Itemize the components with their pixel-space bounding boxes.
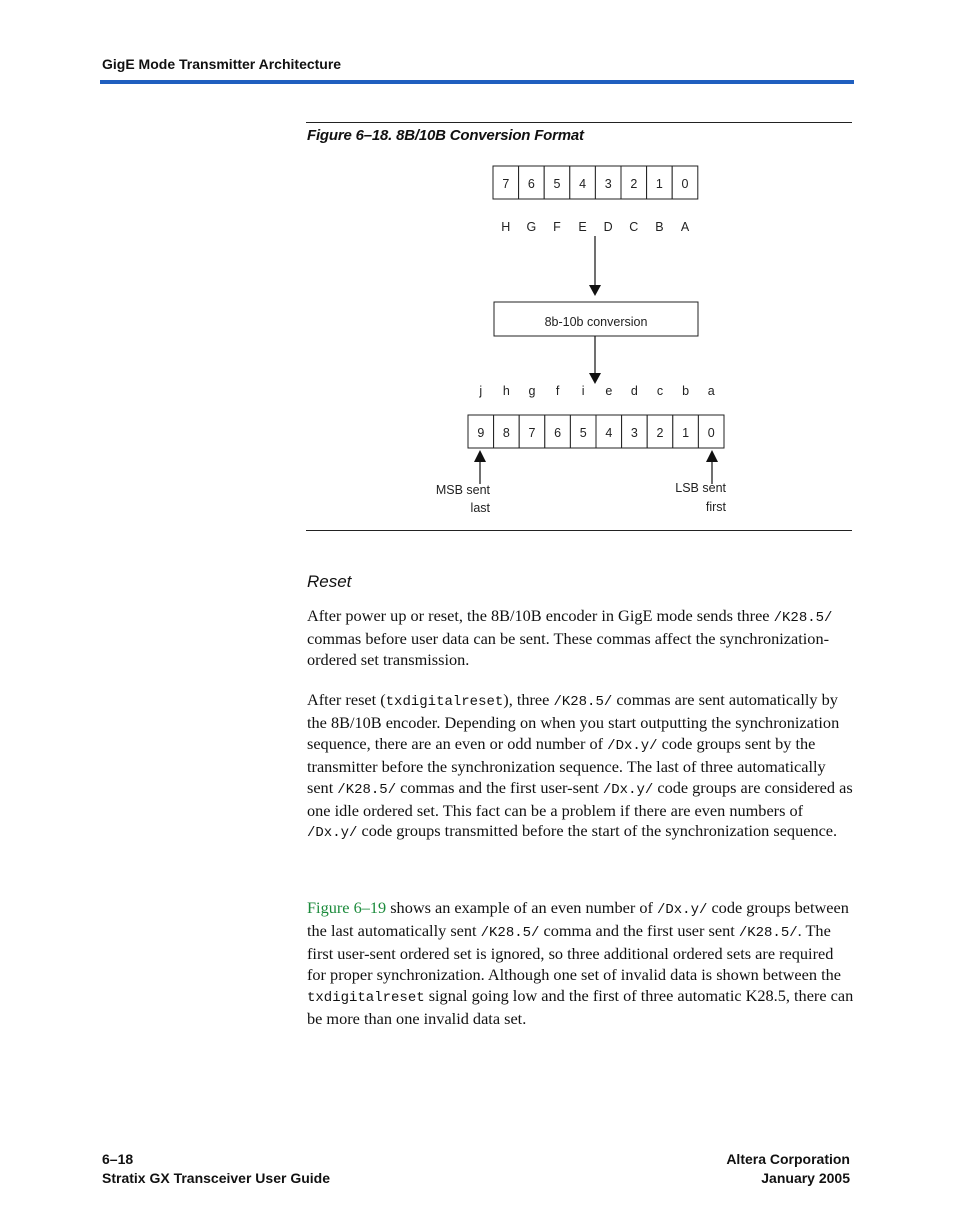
output-bit-label: 5 — [579, 426, 587, 440]
code: /K28.5/ — [553, 694, 613, 710]
output-bit-label: 7 — [528, 426, 536, 440]
text: After reset ( — [307, 690, 386, 709]
lsb-label-line2: first — [705, 500, 726, 514]
code: txdigitalreset — [385, 694, 504, 710]
lsb-arrowhead — [706, 450, 718, 462]
input-letter-label: F — [553, 220, 561, 234]
paragraph-2 — [307, 690, 855, 844]
output-letter-label: j — [479, 384, 483, 398]
output-bit-label: 0 — [707, 426, 715, 440]
input-bit-label: 6 — [527, 177, 535, 191]
section-heading: Reset — [307, 572, 352, 591]
code: /Dx.y/ — [307, 825, 358, 842]
code: /K28.5/ — [480, 924, 540, 941]
input-bit-label: 4 — [579, 177, 587, 191]
output-arrowhead — [589, 373, 601, 384]
output-bit-label: 9 — [477, 426, 485, 440]
input-arrowhead — [589, 285, 601, 296]
output-letter-label: f — [555, 384, 560, 398]
text: code groups are considered as one idle ordered set. This fact can be a problem if there are even numbers of — [307, 777, 853, 820]
guide-title: Stratix GX Transceiver User Guide — [102, 1170, 330, 1186]
output-bit-label: 1 — [682, 426, 690, 440]
code: /Dx.y/ — [607, 737, 658, 754]
figure-link[interactable]: Figure 6–19 — [307, 898, 387, 917]
text: commas before user data can be sent. These commas affect the synchronization-ordered set transmission. — [307, 628, 830, 669]
lsb-label-line1: LSB sent — [675, 481, 726, 495]
output-bit-label: 3 — [630, 426, 638, 440]
output-letter-label: d — [630, 384, 638, 398]
text: code groups between the last automatically sent — [307, 898, 849, 940]
input-bit-label: 7 — [502, 177, 510, 191]
figure-caption: Figure 6–18. 8B/10B Conversion Format — [307, 127, 584, 144]
input-letter-label: B — [655, 220, 664, 234]
output-letter-label: b — [682, 384, 690, 398]
code: txdigitalreset — [307, 989, 425, 1006]
input-bit-label: 5 — [553, 177, 561, 191]
code: /Dx.y/ — [656, 902, 708, 918]
input-bit-label: 2 — [630, 177, 638, 191]
output-letter-label: h — [502, 384, 510, 398]
text: code groups sent by the transmitter before the synchronization sequence. The last of three automatically sent — [307, 733, 826, 797]
figure-bottom-rule — [306, 530, 852, 531]
input-letter-label: H — [501, 220, 511, 234]
text: . The first user-sent ordered set is ignored, so three additional ordered sets are required for proper synchronization. Although one set of invalid data is shown between the — [307, 920, 841, 984]
msb-arrowhead — [474, 450, 486, 462]
input-letter-label: D — [603, 220, 613, 234]
conversion-label: 8b-10b conversion — [544, 315, 648, 329]
output-letter-label: a — [707, 384, 715, 398]
paragraph-1 — [307, 606, 855, 671]
input-letter-label: C — [629, 220, 639, 234]
text: signal going low and the first of three automatic K28.5, there can be more than one invalid data set. — [307, 985, 854, 1028]
company-name: Altera Corporation — [726, 1151, 850, 1167]
output-bit-label: 8 — [502, 426, 510, 440]
text: comma and the first user sent — [539, 920, 739, 940]
msb-label-line2: last — [470, 501, 490, 515]
output-bit-label: 6 — [554, 426, 562, 440]
code: /K28.5/ — [738, 924, 798, 941]
text: commas and the first user-sent — [396, 777, 603, 797]
code: /Dx.y/ — [602, 781, 654, 798]
paragraph-3 — [307, 898, 855, 1029]
input-letter-label: A — [680, 220, 690, 234]
publication-date: January 2005 — [761, 1170, 850, 1186]
page-number: 6–18 — [102, 1151, 134, 1167]
text: code groups transmitted before the start of the synchronization sequence. — [357, 821, 838, 841]
output-bit-label: 4 — [605, 426, 613, 440]
input-bit-label: 0 — [681, 177, 689, 191]
output-letter-label: e — [605, 384, 613, 398]
running-header: GigE Mode Transmitter Architecture — [102, 56, 342, 72]
text: ), three — [503, 690, 554, 709]
msb-label-line1: MSB sent — [435, 483, 490, 497]
code: /K28.5/ — [337, 781, 397, 798]
text: After power up or reset, the 8B/10B encoder in GigE mode sends three — [307, 606, 774, 625]
code: /K28.5/ — [773, 610, 833, 626]
text: shows an example of an even number of — [386, 898, 657, 917]
output-bit-label: 2 — [656, 426, 664, 440]
input-bit-label: 1 — [655, 177, 663, 191]
output-letter-label: g — [528, 384, 536, 398]
input-letter-label: E — [578, 220, 587, 234]
input-letter-label: G — [526, 220, 537, 234]
output-letter-label: i — [581, 384, 585, 398]
input-bit-label: 3 — [604, 177, 612, 191]
output-letter-label: c — [656, 384, 664, 398]
text: commas are sent automatically by the 8B/10B encoder. Depending on when you start outputting the synchronization sequence, there are an even or odd number of — [307, 690, 840, 753]
